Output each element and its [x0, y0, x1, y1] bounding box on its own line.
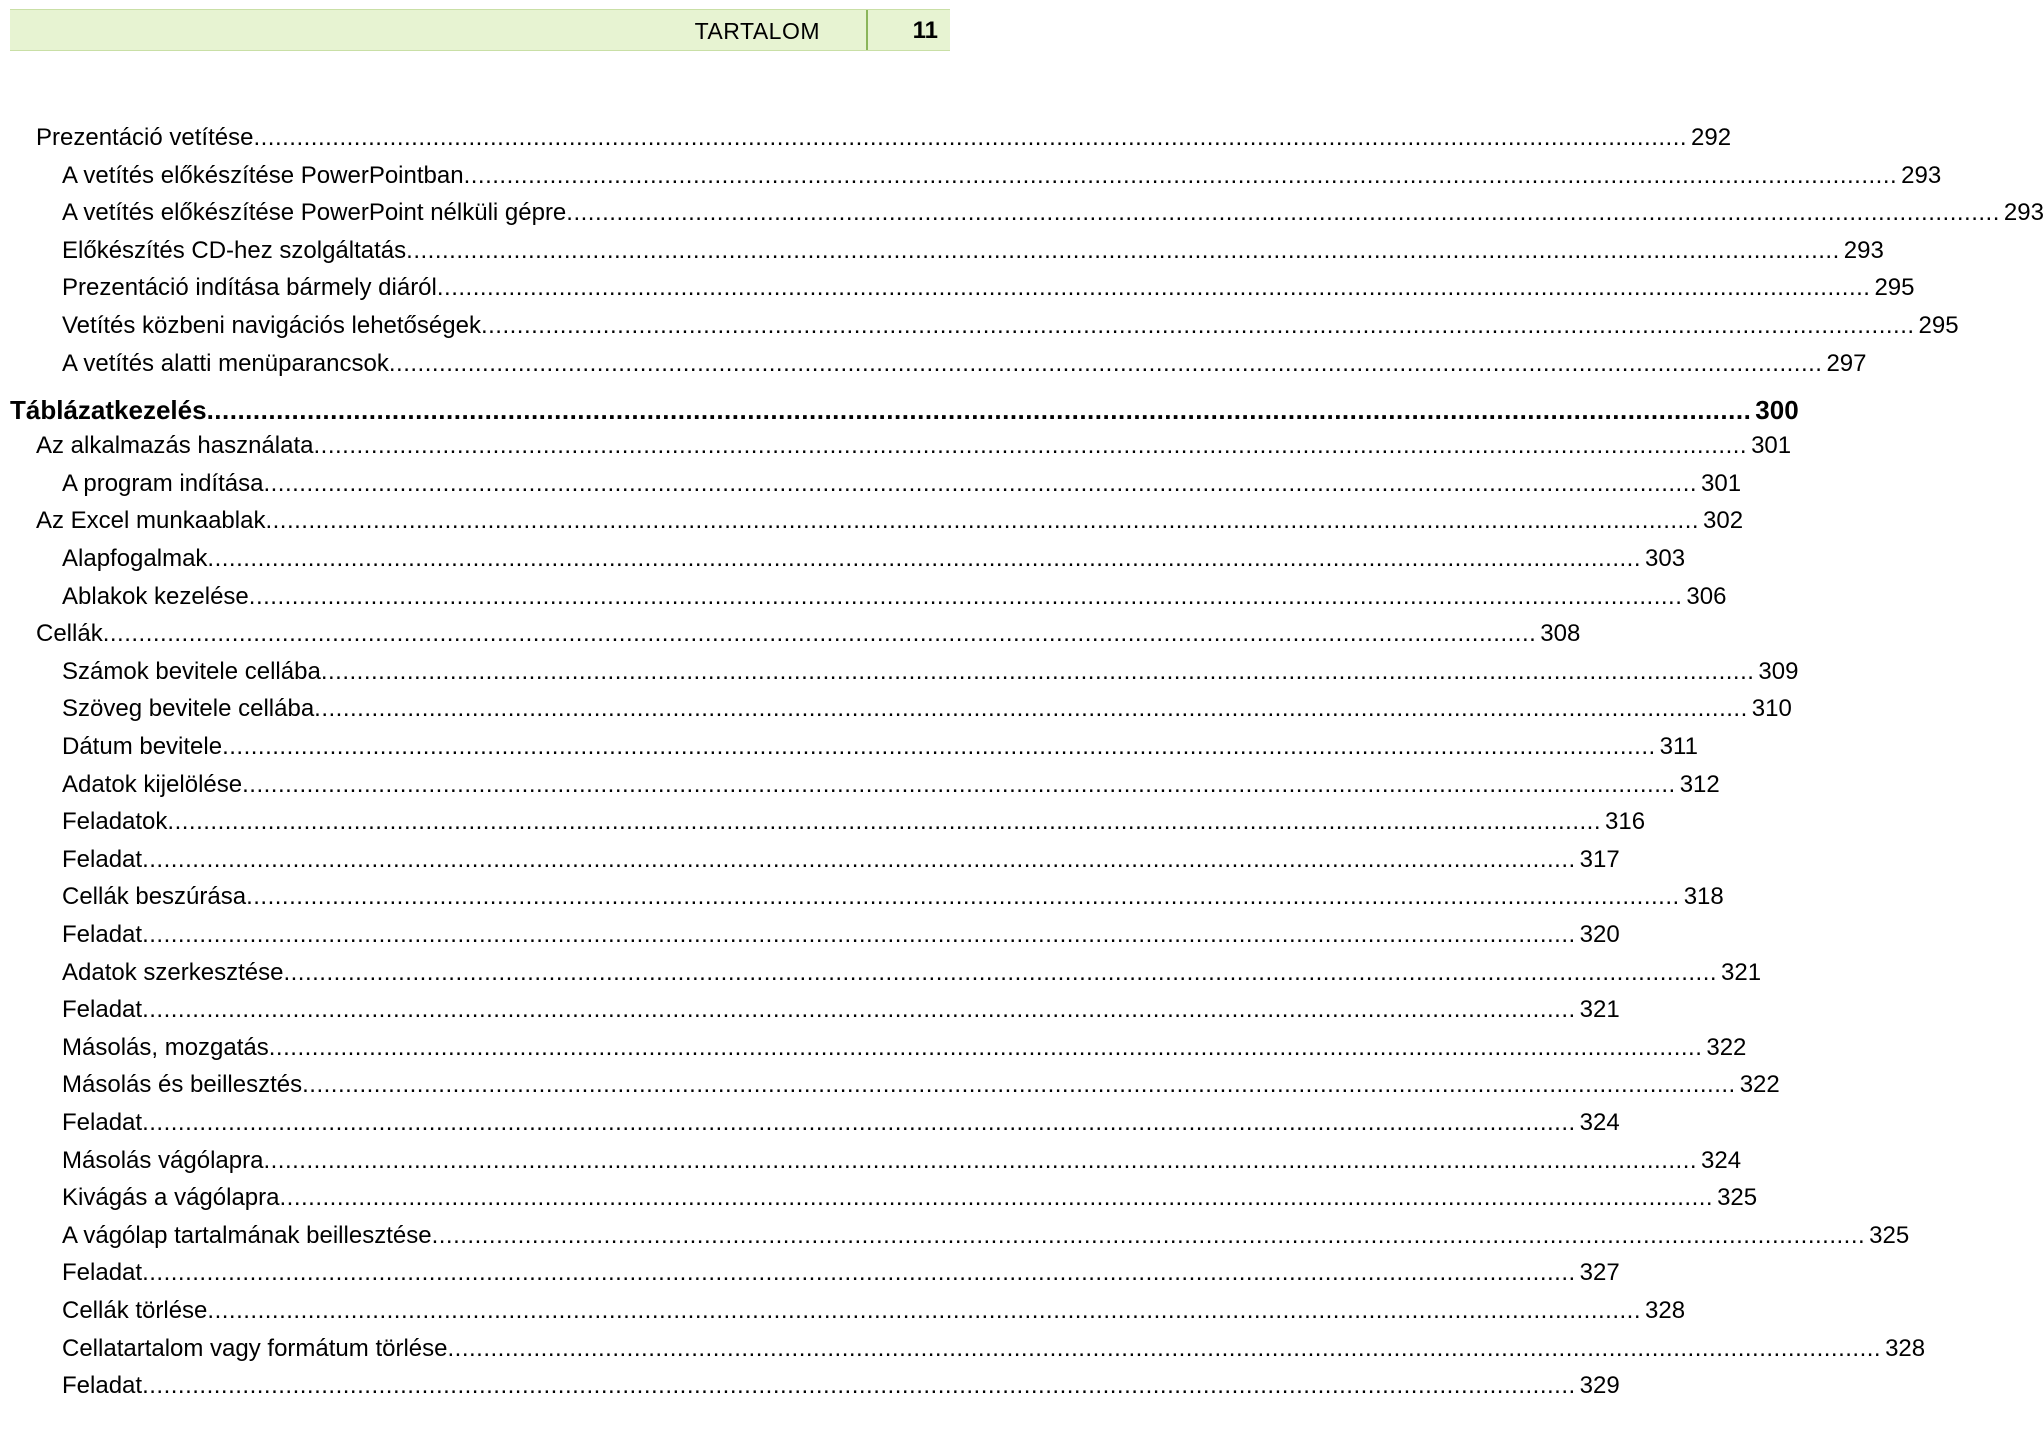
toc-entry-page: 295: [1874, 274, 1915, 302]
toc-leader-dots: ........................................................................................................................................................................................................: [302, 1071, 1736, 1099]
toc-entry-page: 300: [1755, 395, 1799, 426]
toc-entry: [62, 469, 1742, 498]
toc-leader-dots: ........................................................................................................................................................................................................: [102, 620, 1537, 648]
toc-entry-title: Cellák törlése: [62, 1297, 208, 1324]
toc-entry-page: 293: [1843, 236, 1884, 264]
toc-entry-title: Az alkalmazás használata: [36, 432, 314, 460]
toc-entry-title: Adatok kijelölése: [62, 770, 243, 798]
toc-entry-title: Táblázatkezelés: [10, 395, 207, 426]
toc-entry-page: 321: [1721, 958, 1762, 986]
toc-entry: [62, 1033, 1747, 1062]
toc-entry: [36, 124, 1732, 152]
toc-entry: [36, 432, 1792, 460]
toc-leader-dots: ........................................................................................................................................................................................................: [206, 395, 1752, 426]
toc-leader-dots: ........................................................................................................................................................................................................: [283, 958, 1718, 986]
toc-entry: [62, 1259, 1620, 1287]
toc-entry-title: Számok bevitele cellába: [62, 657, 321, 685]
toc-entry-page: 328: [1885, 1334, 1926, 1362]
toc-entry-title: Prezentáció vetítése: [36, 124, 254, 151]
toc-leader-dots: ........................................................................................................................................................................................................: [268, 1033, 1703, 1061]
toc-leader-dots: ........................................................................................................................................................................................................: [431, 1221, 1866, 1249]
toc-entry-title: Vetítés közbeni navigációs lehetőségek: [62, 312, 481, 339]
toc-entry: [62, 657, 1799, 686]
toc-entry-title: Feladat: [62, 1259, 143, 1287]
toc-entry-title: Másolás vágólapra: [62, 1146, 264, 1174]
toc-entry-title: Feladat: [62, 996, 143, 1024]
toc-leader-dots: ........................................................................................................................................................................................................: [314, 695, 1748, 723]
toc-leader-dots: ........................................................................................................................................................................................................: [447, 1334, 1882, 1362]
header-title: TARTALOM: [694, 18, 820, 44]
toc-entry-page: 306: [1686, 582, 1727, 610]
toc-entry: [62, 808, 1646, 836]
toc-entry-title: Feladat: [62, 845, 143, 873]
toc-entry: [62, 996, 1620, 1024]
toc-entry-title: Másolás és beillesztés: [62, 1071, 303, 1099]
toc-entry: [62, 1297, 1686, 1325]
toc-entry: [62, 1071, 1780, 1099]
toc-leader-dots: ........................................................................................................................................................................................................: [142, 845, 1576, 873]
toc-leader-dots: ........................................................................................................................................................................................................: [265, 507, 1700, 535]
toc-entry-title: A vetítés alatti menüparancsok: [62, 349, 389, 377]
toc-entry-title: Előkészítés CD-hez szolgáltatás: [62, 236, 407, 264]
toc-leader-dots: ........................................................................................................................................................................................................: [253, 124, 1688, 151]
toc-entry: [62, 349, 1867, 378]
toc-entry-title: Feladat: [62, 921, 143, 948]
toc-leader-dots: ........................................................................................................................................................................................................: [313, 432, 1748, 460]
toc-entry: [62, 582, 1727, 611]
toc-leader-dots: ........................................................................................................................................................................................................: [142, 921, 1576, 948]
toc-entry-page: 320: [1579, 921, 1620, 948]
toc-entry: [62, 770, 1720, 799]
toc-entry-title: Szöveg bevitele cellába: [62, 695, 315, 723]
toc-leader-dots: ........................................................................................................................................................................................................: [242, 770, 1676, 798]
toc-entry: [62, 312, 1959, 340]
toc-entry-page: 310: [1751, 695, 1792, 723]
toc-entry: [62, 921, 1620, 949]
toc-entry: [62, 161, 1942, 190]
toc-entry-page: 301: [1701, 469, 1742, 497]
toc-entry: [62, 845, 1620, 874]
toc-entry-title: A vetítés előkészítése PowerPointban: [62, 161, 464, 189]
toc-chapter-entry: [10, 395, 1799, 426]
toc-entry-page: 321: [1579, 996, 1620, 1024]
header-page-number: 11: [912, 17, 938, 44]
toc-entry-title: Dátum bevitele: [62, 733, 223, 760]
toc-entry-page: 317: [1579, 845, 1620, 873]
toc-entry-page: 297: [1826, 349, 1867, 377]
toc-leader-dots: ........................................................................................................................................................................................................: [406, 236, 1840, 264]
running-header: [10, 9, 950, 51]
toc-entry-page: 322: [1739, 1071, 1780, 1099]
toc-leader-dots: ........................................................................................................................................................................................................: [167, 808, 1601, 836]
toc-leader-dots: ........................................................................................................................................................................................................: [279, 1184, 1714, 1212]
toc-leader-dots: ........................................................................................................................................................................................................: [142, 1372, 1576, 1400]
toc-entry: [62, 545, 1686, 573]
toc-entry-page: 309: [1758, 657, 1799, 685]
toc-entry-page: 322: [1706, 1033, 1747, 1061]
toc-entry-title: Feladatok: [62, 808, 168, 836]
toc-leader-dots: ........................................................................................................................................................................................................: [463, 161, 1898, 189]
toc-entry-page: 324: [1701, 1146, 1742, 1174]
toc-entry: [62, 733, 1698, 761]
toc-entry: [36, 507, 1744, 535]
toc-entry-title: Adatok szerkesztése: [62, 958, 284, 986]
toc-entry-title: Alapfogalmak: [62, 545, 208, 572]
toc-entry-title: Feladat: [62, 1109, 143, 1136]
toc-entry-page: 293: [1901, 161, 1942, 189]
toc-leader-dots: ........................................................................................................................................................................................................: [248, 582, 1683, 610]
toc-entry: [62, 274, 1915, 302]
toc-entry-title: Cellák: [36, 620, 103, 648]
toc-leader-dots: ........................................................................................................................................................................................................: [142, 996, 1576, 1024]
toc-entry: [62, 199, 2044, 227]
toc-entry-title: Másolás, mozgatás: [62, 1033, 269, 1061]
toc-entry: [62, 1109, 1620, 1137]
toc-leader-dots: ........................................................................................................................................................................................................: [142, 1259, 1576, 1287]
toc-leader-dots: ........................................................................................................................................................................................................: [263, 469, 1698, 497]
toc-entry-title: Prezentáció indítása bármely diáról: [62, 274, 437, 302]
toc-entry: [62, 1372, 1620, 1400]
header-divider: [866, 10, 868, 50]
toc-entry-page: 316: [1605, 808, 1646, 836]
toc-entry-title: Cellatartalom vagy formátum törlése: [62, 1334, 448, 1362]
toc-entry-page: 329: [1579, 1372, 1620, 1400]
toc-entry-title: Feladat: [62, 1372, 143, 1400]
toc-entry: [62, 695, 1792, 723]
toc-entry-page: 324: [1579, 1109, 1620, 1136]
toc-entry-page: 327: [1579, 1259, 1620, 1287]
toc-entry-page: 302: [1703, 507, 1744, 535]
toc-entry-page: 293: [2003, 199, 2044, 227]
toc-leader-dots: ........................................................................................................................................................................................................: [263, 1146, 1698, 1174]
toc-entry-page: 325: [1717, 1184, 1758, 1212]
toc-leader-dots: ........................................................................................................................................................................................................: [388, 349, 1823, 377]
toc-leader-dots: ........................................................................................................................................................................................................: [142, 1109, 1576, 1136]
toc-leader-dots: ........................................................................................................................................................................................................: [566, 199, 2000, 227]
toc-leader-dots: ........................................................................................................................................................................................................: [480, 312, 1915, 339]
toc-leader-dots: ........................................................................................................................................................................................................: [246, 883, 1680, 911]
toc-entry-title: Ablakok kezelése: [62, 582, 249, 610]
toc-entry-page: 325: [1869, 1221, 1910, 1249]
toc-leader-dots: ........................................................................................................................................................................................................: [207, 1297, 1641, 1324]
toc-entry-page: 318: [1683, 883, 1724, 911]
toc-entry: [62, 1146, 1742, 1175]
toc-entry-title: A vetítés előkészítése PowerPoint nélküli gépre: [62, 199, 567, 227]
toc-leader-dots: ........................................................................................................................................................................................................: [207, 545, 1642, 572]
toc-entry-title: A program indítása: [62, 469, 264, 497]
toc-entry-title: Cellák beszúrása: [62, 883, 247, 911]
toc-entry-page: 295: [1918, 312, 1959, 339]
toc-entry-page: 301: [1751, 432, 1792, 460]
toc-entry-page: 292: [1691, 124, 1732, 151]
toc-entry-page: 328: [1645, 1297, 1686, 1324]
toc-entry-page: 308: [1540, 620, 1581, 648]
toc-entry: [62, 1221, 1910, 1250]
toc-entry: [62, 883, 1724, 911]
toc-leader-dots: ........................................................................................................................................................................................................: [436, 274, 1871, 302]
toc-entry-page: 312: [1679, 770, 1720, 798]
toc-entry: [62, 236, 1884, 265]
toc-entry: [36, 620, 1581, 648]
toc-entry-title: Kivágás a vágólapra: [62, 1184, 280, 1212]
toc-entry-page: 311: [1659, 733, 1698, 760]
toc-leader-dots: ........................................................................................................................................................................................................: [222, 733, 1656, 760]
toc-entry-title: Az Excel munkaablak: [36, 507, 266, 535]
toc-entry: [62, 958, 1762, 987]
toc-entry-title: A vágólap tartalmának beillesztése: [62, 1221, 432, 1249]
toc-entry: [62, 1334, 1926, 1363]
toc-entry-page: 303: [1645, 545, 1686, 572]
toc-leader-dots: ........................................................................................................................................................................................................: [320, 657, 1755, 685]
toc-entry: [62, 1184, 1758, 1212]
